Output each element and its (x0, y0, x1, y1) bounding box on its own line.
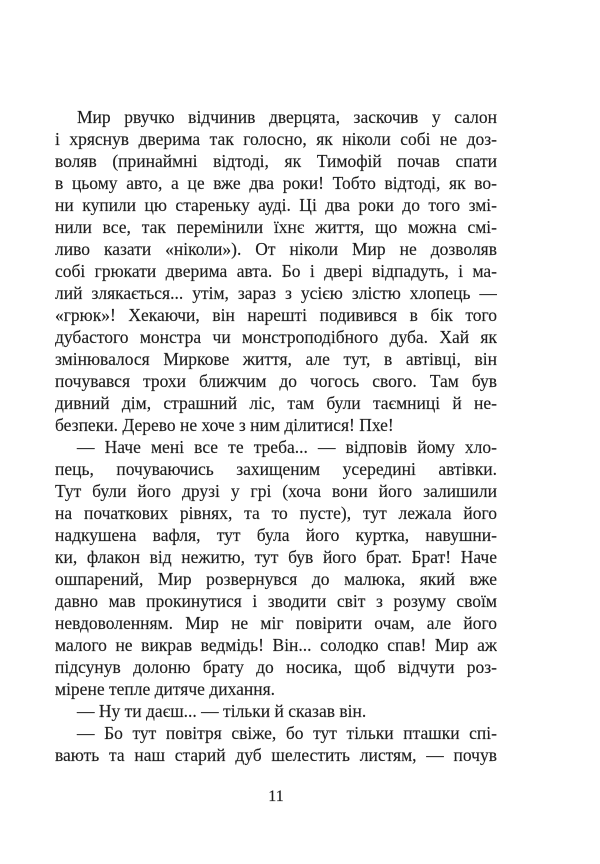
text-line: в цьому авто, а це вже два роки! Тобто відтоді, як во- (55, 173, 497, 193)
text-line: воляв (принаймні відтоді, як Тимофій почав спати (55, 151, 497, 171)
text-line: вають та наш старий дуб шелестить листям, — почув (55, 745, 497, 765)
body-text (55, 106, 497, 766)
text-line: ошпарений, Мир розвернувся до малюка, який вже (55, 569, 497, 589)
text-line: підсунув долоню брату до носика, щоб відчути роз- (55, 657, 497, 677)
text-line: пець, почуваючись захищеним усередині автівки. (55, 459, 497, 479)
text-line: ки, флакон від нежитю, тут був його брат. Брат! Наче (55, 547, 497, 567)
text-line: почувався трохи ближчим до чогось свого. Там був (55, 371, 497, 391)
text-line: і хряснув дверима так голосно, як ніколи собі не доз- (55, 129, 497, 149)
text-line: Тут були його друзі у грі (хоча вони його залишили (55, 481, 497, 501)
text-line: — Бо тут повітря свіже, бо тут тільки пташки спі- (77, 723, 497, 743)
text-line: собі грюкати дверима авта. Бо і двері відпадуть, і ма- (55, 261, 497, 281)
text-line: лий злякається... утім, зараз з усією злістю хлопець — (55, 283, 497, 303)
text-line: Мир рвучко відчинив дверцята, заскочив у салон (77, 107, 497, 127)
text-line: «грюк»! Хекаючи, він нарешті подивився в бік того (55, 305, 497, 325)
text-line: ливо казати «ніколи»). От ніколи Мир не дозволяв (55, 239, 497, 259)
text-line: — Наче мені все те треба... — відповів йому хло- (77, 437, 497, 457)
text-line: давно мав прокинутися і зводити світ з розуму своїм (55, 591, 497, 611)
text-line: безпеки. Дерево не хоче з ним ділитися! Пхе! (55, 415, 394, 435)
text-line: надкушена вафля, тут була його куртка, навушни- (55, 525, 497, 545)
text-line: — Ну ти даєш... — тільки й сказав він. (77, 701, 367, 721)
text-line: нили все, так перемінили їхнє життя, що можна смі- (55, 217, 497, 237)
text-line: змінювалося Миркове життя, але тут, в автівці, він (55, 349, 497, 369)
text-line: ни купили цю стареньку ауді. Ці два роки до того змі- (55, 195, 497, 215)
text-line: дубастого монстра чи монстроподібного дуба. Хай як (55, 327, 497, 347)
text-line: на початкових рівнях, та то пусте), тут лежала його (55, 503, 497, 523)
page-number: 11 (268, 788, 284, 805)
text-line: невдоволенням. Мир не міг повірити очам, але його (55, 613, 497, 633)
text-line: малого не викрав ведмідь! Він... солодко спав! Мир аж (55, 635, 497, 655)
text-line: дивний дім, страшний ліс, там були таємниці й не- (55, 393, 497, 413)
text-line: мірене тепле дитяче дихання. (55, 679, 276, 699)
